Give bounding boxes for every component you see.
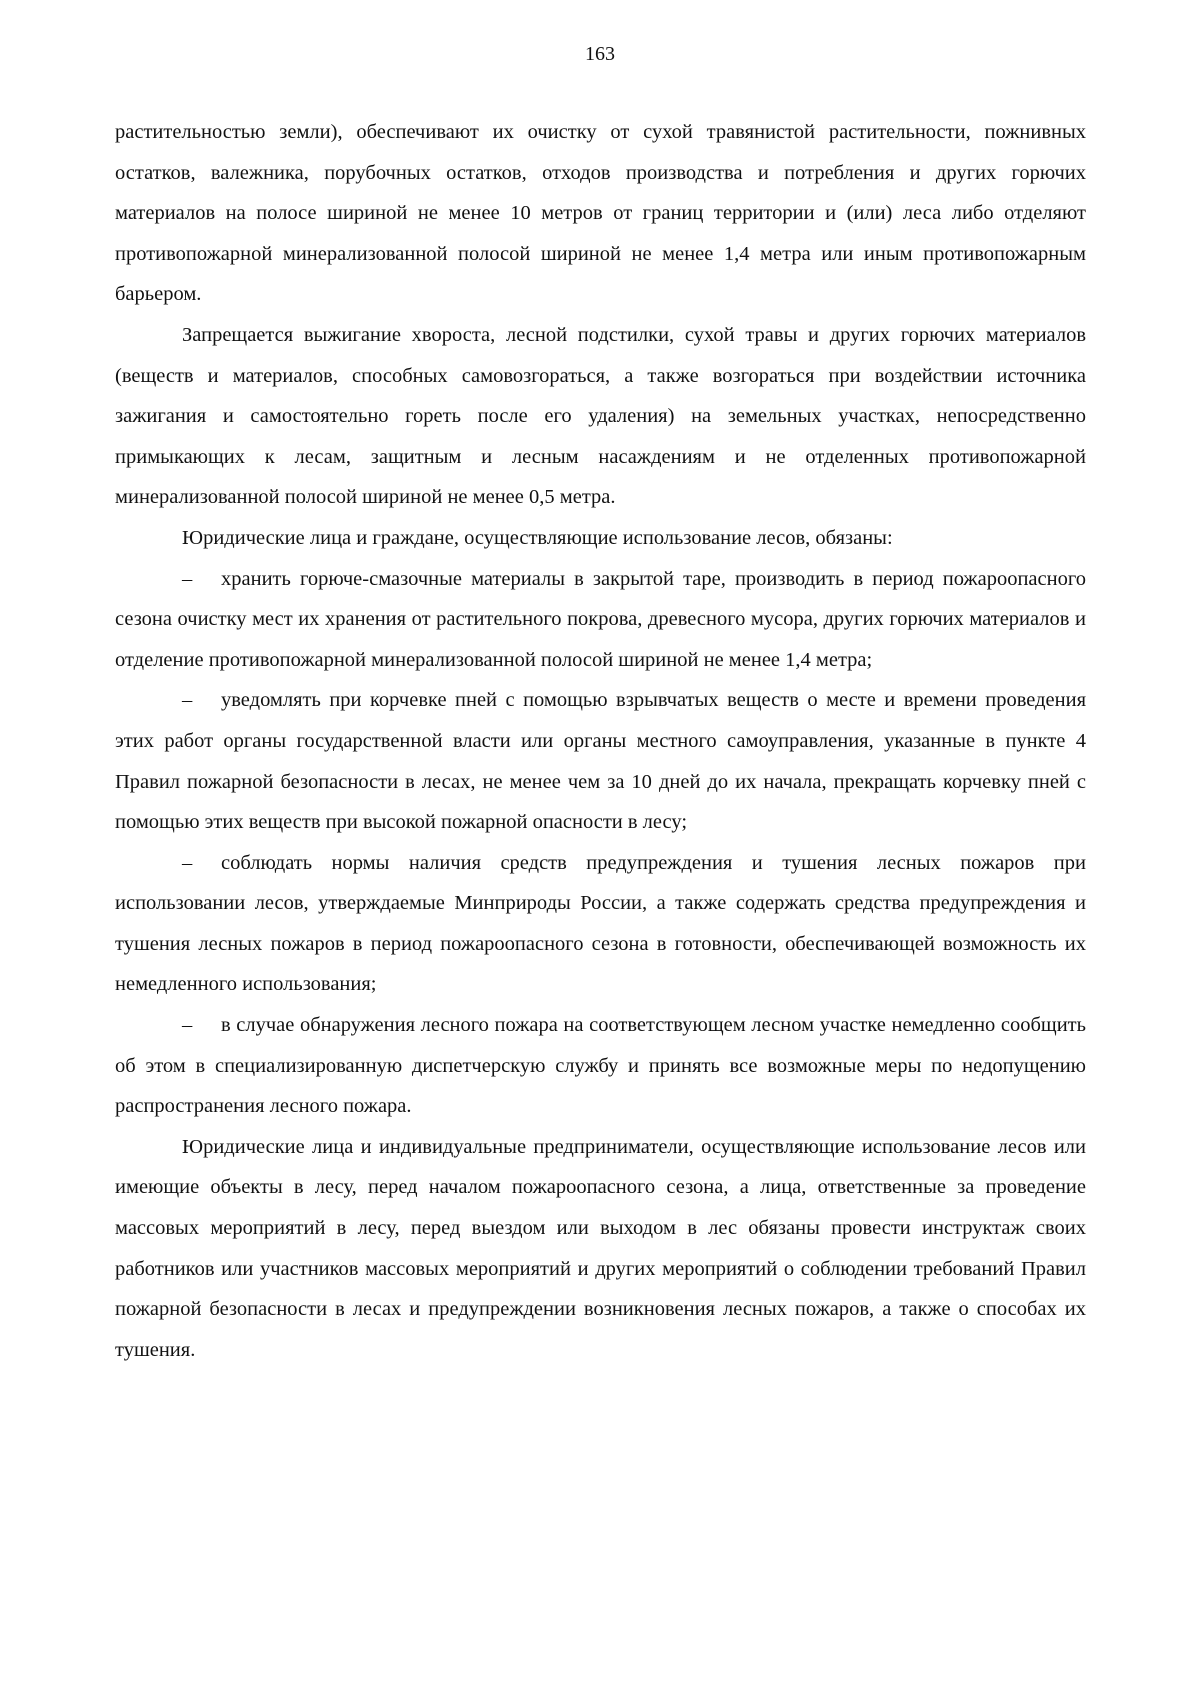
paragraph-obligations-intro: Юридические лица и граждане, осуществляющие использование лесов, обязаны: [182,526,893,549]
list-item [115,559,1086,681]
document-body [115,112,1086,1370]
list-item [115,1005,1086,1127]
list-item [115,843,1086,1005]
list-dash: – [182,689,193,712]
list-item [115,680,1086,842]
list-item-text: хранить горюче-смазочные материалы в закрытой таре, производить в период пожароопасного сезона очистку мест их хранения от растительного покрова, древесного мусора, других горючих материалов и отделение противопожарной минерализованной полосой шириной не менее 1,4 метра; [115,567,1086,671]
list-dash: – [182,1014,193,1037]
page-number: 163 [585,43,615,65]
paragraph-continued: растительностью земли), обеспечивают их очистку от сухой травянистой растительности, пожнивных остатков, валежника, порубочных остатков, отходов производства и потребления и других горючих материалов на полосе шириной не менее 10 метров от границ территории и (или) леса либо отделяют противопожарной минерализованной полосой шириной не менее 1,4 метра или иным противопожарным барьером. [115,121,1086,306]
list-dash: – [182,851,193,874]
list-item-text: соблюдать нормы наличия средств предупреждения и тушения лесных пожаров при использовании лесов, утверждаемые Минприроды России, а также содержать средства предупреждения и тушения лесных пожаров в период пожароопасного сезона в готовности, обеспечивающей возможность их немедленного использования; [115,851,1086,996]
list-item-text: уведомлять при корчевке пней с помощью взрывчатых веществ о месте и времени проведения этих работ органы государственной власти или органы местного самоуправления, указанные в пункте 4 Правил пожарной безопасности в лесах, не менее чем за 10 дней до их начала, прекращать корчевку пней с помощью этих веществ при высокой пожарной опасности в лесу; [115,689,1086,834]
paragraph-instruction-requirement: Юридические лица и индивидуальные предприниматели, осуществляющие использование лесов или имеющие объекты в лесу, перед началом пожароопасного сезона, а лица, ответственные за проведение массовых мероприятий в лесу, перед выездом или выходом в лес обязаны провести инструктаж своих работников или участников массовых мероприятий и других мероприятий о соблюдении требований Правил пожарной безопасности в лесах и предупреждении возникновения лесных пожаров, а также о способах их тушения. [115,1135,1086,1361]
list-dash: – [182,567,193,590]
list-item-text: в случае обнаружения лесного пожара на соответствующем лесном участке немедленно сообщить об этом в специализированную диспетчерскую службу и принять все возможные меры по недопущению распространения лесного пожара. [115,1014,1086,1118]
paragraph-burning-prohibition: Запрещается выжигание хвороста, лесной подстилки, сухой травы и других горючих материалов (веществ и материалов, способных самовозгораться, а также возгораться при воздействии источника зажигания и самостоятельно гореть после его удаления) на земельных участках, непосредственно примыкающих к лесам, защитным и лесным насаждениям и не отделенных противопожарной минерализованной полосой шириной не менее 0,5 метра. [115,323,1086,509]
